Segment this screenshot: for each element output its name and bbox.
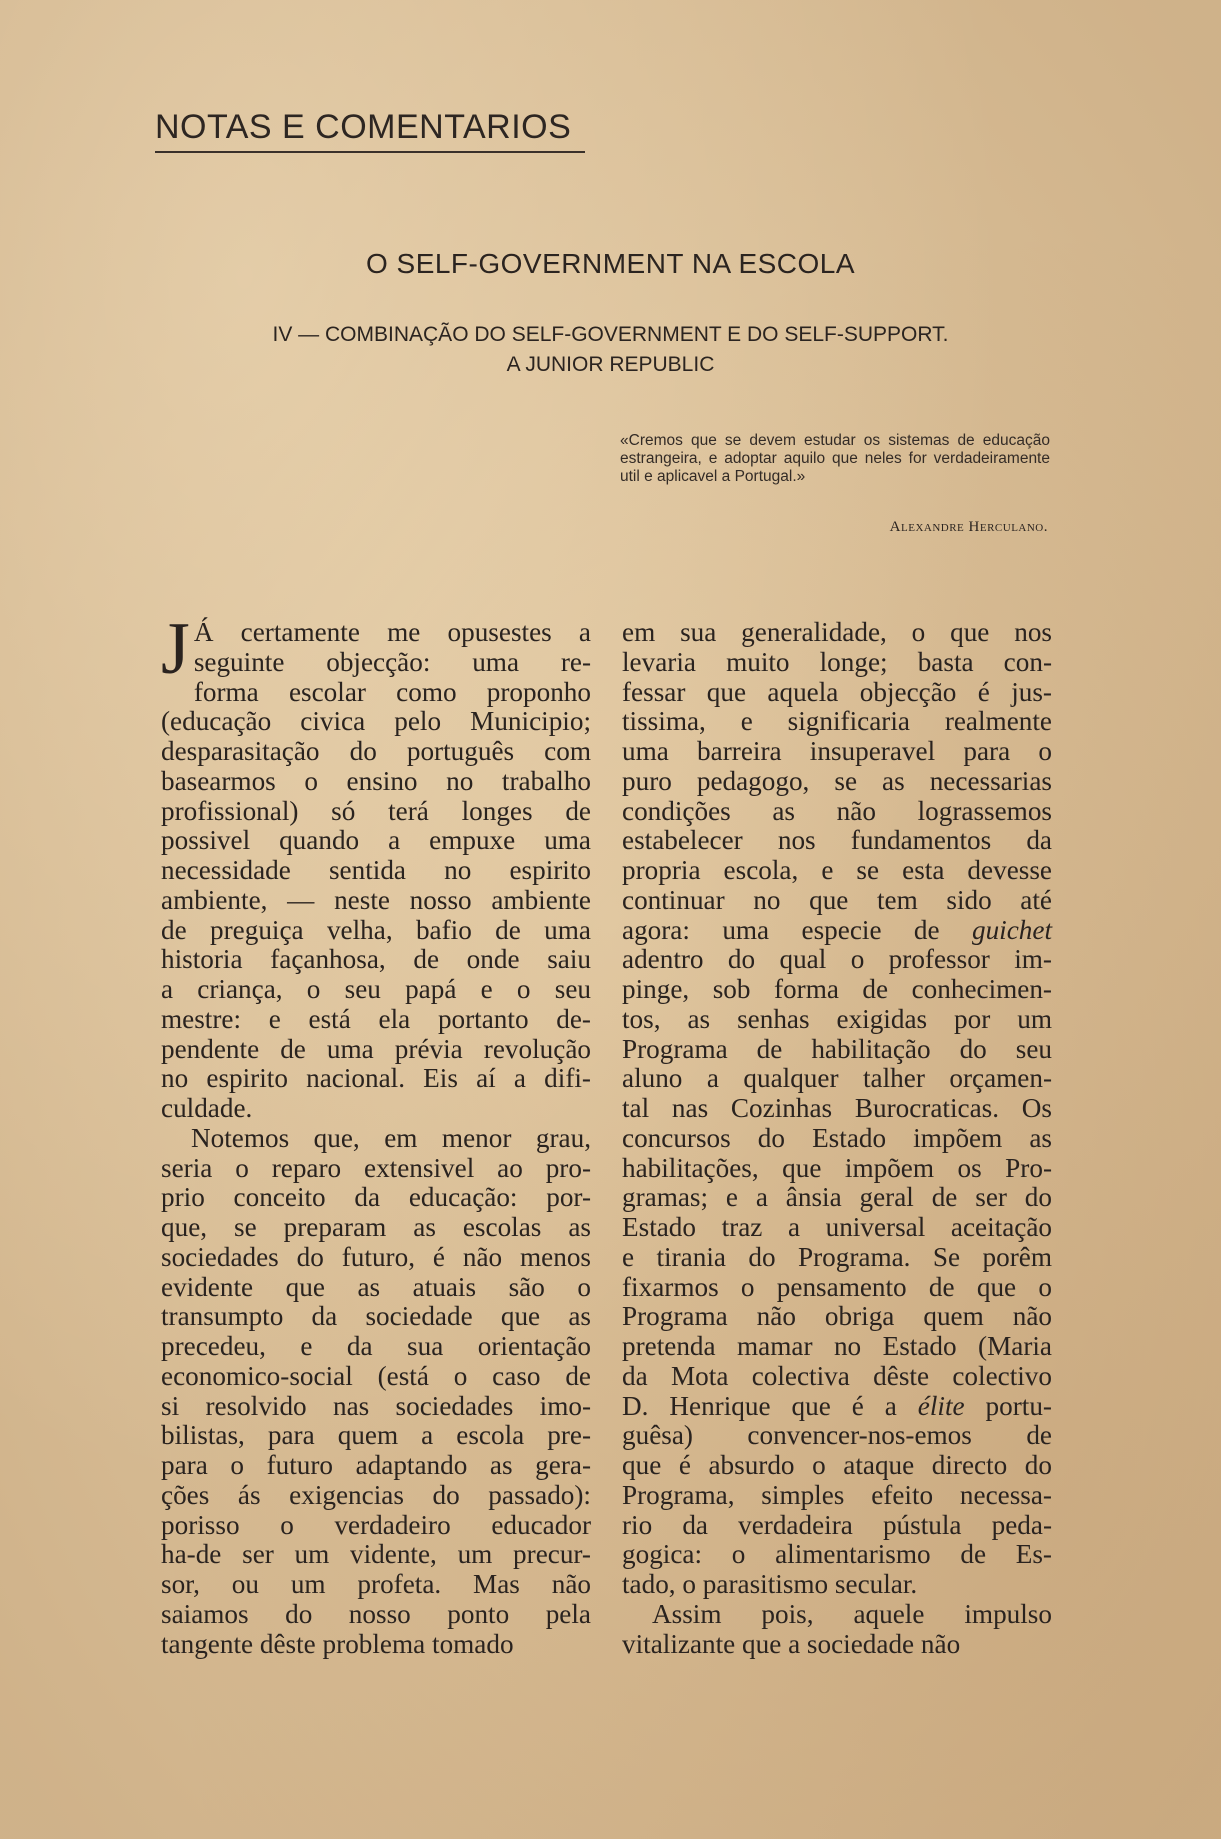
drop-cap: J	[161, 608, 190, 690]
text-line: Assim pois, aquele impulso	[652, 1598, 1052, 1629]
text-line: possivel quando a empuxe uma	[161, 825, 591, 856]
article-subtitle	[0, 320, 1221, 380]
text-line: puro pedagogo, se as necessarias	[622, 765, 1052, 796]
text-line: levaria muito longe; basta con-	[622, 646, 1052, 677]
text-line: Programa de habilitação do seu	[622, 1033, 1052, 1064]
text-line: estabelecer nos fundamentos da	[622, 825, 1052, 856]
text-line: forma escolar como proponho	[193, 676, 591, 707]
left-paragraph-1	[161, 608, 591, 1124]
text-line: fixarmos o pensamento de que o	[622, 1271, 1052, 1302]
text-line: pretenda mamar no Estado (Maria	[622, 1331, 1052, 1361]
text-line: bilistas, para quem a escola pre-	[161, 1420, 591, 1451]
text-line: saiamos do nosso ponto pela	[161, 1598, 591, 1629]
text-line: habilitações, que impõem os Pro-	[622, 1152, 1052, 1183]
text-line: necessidade sentida no espirito	[161, 855, 591, 885]
text-line: gramas; e a ânsia geral de ser do	[622, 1182, 1052, 1213]
text-line: no espirito nacional. Eis aí a difi-	[161, 1063, 591, 1094]
text-line: de preguiça velha, bafio de uma	[161, 914, 591, 945]
text-line: em sua generalidade, o que nos	[622, 617, 1052, 647]
text-line: Á certamente me opusestes a	[193, 617, 591, 647]
text-line: adentro do qual o professor im-	[622, 944, 1052, 975]
text-line: profissional) só terá longes de	[161, 795, 591, 826]
text-line: basearmos o ensino no trabalho	[161, 765, 591, 796]
text-line: que, se preparam as escolas as	[161, 1212, 591, 1242]
text-line: da Mota colectiva dêste colectivo	[622, 1360, 1052, 1391]
article-title: O SELF-GOVERNMENT NA ESCOLA	[365, 248, 856, 279]
text-line: tos, as senhas exigidas por um	[622, 1003, 1052, 1034]
text-line: sociedades do futuro, é não menos	[161, 1241, 591, 1272]
text-line: para o futuro adaptando as gera-	[161, 1450, 591, 1480]
text-line: Notemos que, em menor grau,	[191, 1122, 591, 1153]
article-subtitle-line-1: IV — COMBINAÇÃO DO SELF-GOVERNMENT E DO SELF-SUPPORT.	[272, 323, 949, 346]
right-paragraph-1	[622, 618, 1052, 1600]
text-line: concursos do Estado impõem as	[622, 1122, 1052, 1153]
text-line: seria o reparo extensivel ao pro-	[161, 1152, 591, 1183]
text-line: seguinte objecção: uma re-	[193, 646, 591, 677]
text-line: pinge, sob forma de conhecimen-	[622, 974, 1052, 1004]
text-line: porisso o verdadeiro educador	[161, 1509, 591, 1540]
text-line: aluno a qualquer talher orçamen-	[622, 1063, 1052, 1094]
right-paragraph-2	[622, 1600, 1052, 1660]
text-line: gogica: o alimentarismo de Es-	[622, 1539, 1052, 1570]
text-line: ções ás exigencias do passado):	[161, 1479, 591, 1510]
text-line: culdade.	[161, 1093, 253, 1123]
text-line: condições as não lograssemos	[622, 795, 1052, 826]
text-line: ha-de ser um vidente, um precur-	[161, 1539, 591, 1570]
epigraph-quote: «Cremos que se devem estudar os sistemas de educação estrangeira, e adoptar aquilo que neles for verdadeiramente util e aplicavel a Portugal.»	[620, 432, 1050, 485]
article-subtitle-line-2: A JUNIOR REPUBLIC	[506, 353, 715, 376]
text-line: tado, o parasitismo secular.	[622, 1569, 918, 1599]
text-line: e tirania do Programa. Se porêm	[622, 1241, 1052, 1272]
left-paragraph-2	[161, 1124, 591, 1660]
text-line: ambiente, — neste nosso ambiente	[161, 884, 591, 915]
text-line: tal nas Cozinhas Burocraticas. Os	[622, 1093, 1052, 1123]
section-header	[155, 108, 585, 153]
text-line: fessar que aquela objecção é jus-	[622, 676, 1052, 707]
text-line: Estado traz a universal aceitação	[622, 1212, 1052, 1242]
text-line: evidente que as atuais são o	[161, 1271, 591, 1302]
text-line: tangente dêste problema tomado	[161, 1628, 514, 1659]
text-line: sor, ou um profeta. Mas não	[161, 1569, 591, 1599]
left-column	[161, 608, 591, 1659]
text-line: transumpto da sociedade que as	[161, 1301, 591, 1332]
text-line: Programa não obriga quem não	[622, 1301, 1052, 1332]
text-line: tissima, e significaria realmente	[622, 706, 1052, 737]
text-line: (educação civica pelo Municipio;	[161, 706, 591, 737]
text-line: vitalizante que a sociedade não	[622, 1628, 961, 1659]
text-line: D. Henrique que é a élite portu-	[622, 1390, 1052, 1421]
text-line: agora: uma especie de guichet	[622, 914, 1052, 945]
text-line: precedeu, e da sua orientação	[161, 1331, 591, 1361]
section-header-text: NOTAS E COMENTARIOS	[155, 108, 572, 146]
text-line: que é absurdo o ataque directo do	[622, 1450, 1052, 1480]
text-line: continuar no que tem sido até	[622, 884, 1052, 915]
text-line: Programa, simples efeito necessa-	[622, 1479, 1052, 1510]
text-line: uma barreira insuperavel para o	[622, 736, 1052, 766]
right-column	[622, 618, 1052, 1659]
text-line: guêsa) convencer-nos-emos de	[622, 1420, 1052, 1451]
text-line: economico-social (está o caso de	[161, 1360, 591, 1391]
text-line: pendente de uma prévia revolução	[161, 1033, 591, 1064]
text-line: historia façanhosa, de onde saiu	[161, 944, 591, 975]
first-word: Á	[193, 617, 214, 647]
text-line: rio da verdadeira pústula peda-	[622, 1509, 1052, 1540]
text-line: propria escola, e se esta devesse	[622, 855, 1052, 885]
text-line: desparasitação do português com	[161, 736, 591, 766]
epigraph-author: Alexandre Herculano.	[889, 519, 1048, 535]
left-paragraph-1-lines	[161, 608, 591, 1124]
text-line: mestre: e está ela portanto de-	[161, 1003, 591, 1034]
text-line: si resolvido nas sociedades imo-	[161, 1390, 591, 1421]
text-line: a criança, o seu papá e o seu	[161, 974, 591, 1004]
text-line: prio conceito da educação: por-	[161, 1182, 591, 1213]
